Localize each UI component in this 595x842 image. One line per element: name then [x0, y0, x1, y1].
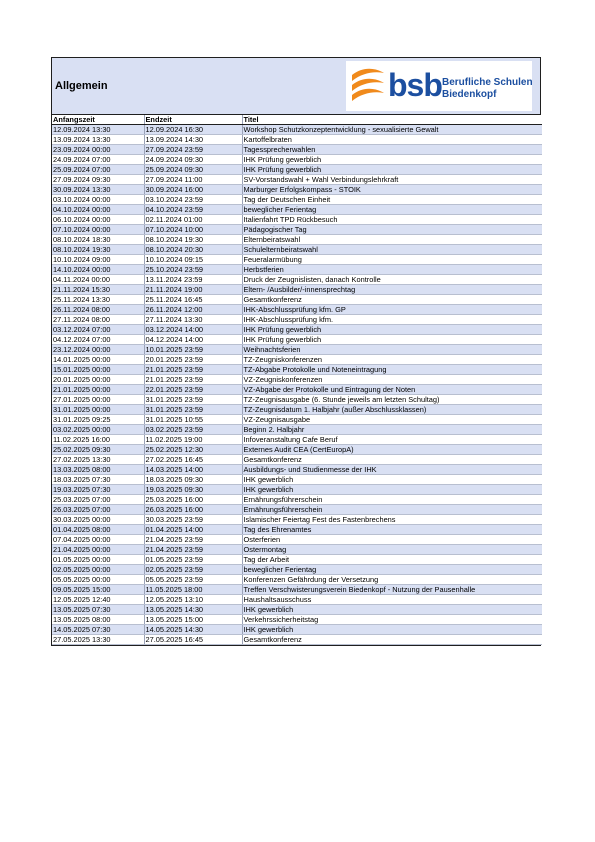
cell-start-time: 08.10.2024 19:30	[52, 245, 144, 255]
table-row	[52, 245, 542, 255]
table-row	[52, 235, 542, 245]
table-row	[52, 175, 542, 185]
cell-end-time: 05.05.2025 23:59	[144, 575, 242, 585]
logo-line-2: Biedenkopf	[442, 89, 497, 100]
page-title: Allgemein	[55, 80, 108, 92]
cell-title: VZ-Abgabe der Protokolle und Eintragung der Noten	[242, 385, 542, 395]
cell-title: Beginn 2. Halbjahr	[242, 425, 542, 435]
cell-title: VZ-Zeugnisausgabe	[242, 415, 542, 425]
cell-start-time: 30.03.2025 00:00	[52, 515, 144, 525]
cell-start-time: 14.05.2025 07:30	[52, 625, 144, 635]
cell-end-time: 03.12.2024 14:00	[144, 325, 242, 335]
table-row	[52, 185, 542, 195]
cell-title: IHK gewerblich	[242, 625, 542, 635]
cell-end-time: 25.11.2024 16:45	[144, 295, 242, 305]
cell-title: IHK Prüfung gewerblich	[242, 165, 542, 175]
cell-title: IHK Prüfung gewerblich	[242, 335, 542, 345]
cell-end-time: 31.01.2025 10:55	[144, 415, 242, 425]
table-row	[52, 615, 542, 625]
school-logo	[346, 61, 532, 111]
cell-title: Osterferien	[242, 535, 542, 545]
table-row	[52, 585, 542, 595]
table-body	[52, 125, 542, 645]
cell-end-time: 21.01.2025 23:59	[144, 365, 242, 375]
cell-start-time: 31.01.2025 09:25	[52, 415, 144, 425]
table-row	[52, 475, 542, 485]
table-row	[52, 385, 542, 395]
cell-title: TZ-Zeugnisdatum 1. Halbjahr (außer Abschlussklassen)	[242, 405, 542, 415]
cell-end-time: 14.03.2025 14:00	[144, 465, 242, 475]
cell-end-time: 13.11.2024 23:59	[144, 275, 242, 285]
table-row	[52, 315, 542, 325]
calendar-sheet	[51, 57, 541, 646]
cell-end-time: 12.09.2024 16:30	[144, 125, 242, 135]
cell-start-time: 07.04.2025 00:00	[52, 535, 144, 545]
table-row	[52, 275, 542, 285]
cell-title: Feueralarmübung	[242, 255, 542, 265]
cell-start-time: 14.01.2025 00:00	[52, 355, 144, 365]
cell-end-time: 03.02.2025 23:59	[144, 425, 242, 435]
cell-end-time: 21.11.2024 19:00	[144, 285, 242, 295]
cell-end-time: 02.05.2025 23:59	[144, 565, 242, 575]
table-row	[52, 625, 542, 635]
cell-title: Druck der Zeugnislisten, danach Kontrolle	[242, 275, 542, 285]
cell-title: Italienfahrt TPD Rückbesuch	[242, 215, 542, 225]
cell-title: IHK gewerblich	[242, 475, 542, 485]
cell-start-time: 24.09.2024 07:00	[52, 155, 144, 165]
column-header-start: Anfangszeit	[52, 115, 144, 125]
cell-start-time: 01.05.2025 00:00	[52, 555, 144, 565]
cell-title: IHK-Abschlussprüfung kfm. GP	[242, 305, 542, 315]
cell-end-time: 30.03.2025 23:59	[144, 515, 242, 525]
cell-title: beweglicher Ferientag	[242, 565, 542, 575]
cell-end-time: 02.11.2024 01:00	[144, 215, 242, 225]
cell-end-time: 26.11.2024 12:00	[144, 305, 242, 315]
cell-start-time: 25.11.2024 13:30	[52, 295, 144, 305]
cell-title: Tag der Deutschen Einheit	[242, 195, 542, 205]
cell-title: IHK-Abschlussprüfung kfm.	[242, 315, 542, 325]
cell-end-time: 31.01.2025 23:59	[144, 405, 242, 415]
cell-end-time: 27.02.2025 16:45	[144, 455, 242, 465]
cell-end-time: 04.10.2024 23:59	[144, 205, 242, 215]
table-row	[52, 505, 542, 515]
cell-start-time: 25.03.2025 07:00	[52, 495, 144, 505]
cell-title: Gesamtkonferenz	[242, 295, 542, 305]
cell-title: TZ-Abgabe Protokolle und Noteneintragung	[242, 365, 542, 375]
table-row	[52, 215, 542, 225]
cell-start-time: 27.01.2025 00:00	[52, 395, 144, 405]
cell-title: Treffen Verschwisterungsverein Biedenkopf - Nutzung der Pausenhalle	[242, 585, 542, 595]
cell-start-time: 02.05.2025 00:00	[52, 565, 144, 575]
cell-title: Ostermontag	[242, 545, 542, 555]
cell-end-time: 24.09.2024 09:30	[144, 155, 242, 165]
table-row	[52, 205, 542, 215]
table-row	[52, 155, 542, 165]
cell-title: Konferenzen Gefährdung der Versetzung	[242, 575, 542, 585]
cell-title: Marburger Erfolgskompass - STOIK	[242, 185, 542, 195]
cell-start-time: 27.09.2024 09:30	[52, 175, 144, 185]
cell-title: Ernährungsführerschein	[242, 505, 542, 515]
cell-end-time: 27.05.2025 16:45	[144, 635, 242, 645]
cell-title: Infoveranstaltung Cafe Beruf	[242, 435, 542, 445]
cell-start-time: 07.10.2024 00:00	[52, 225, 144, 235]
cell-end-time: 21.01.2025 23:59	[144, 375, 242, 385]
cell-title: Tag des Ehrenamtes	[242, 525, 542, 535]
cell-end-time: 20.01.2025 23:59	[144, 355, 242, 365]
cell-end-time: 13.05.2025 15:00	[144, 615, 242, 625]
cell-start-time: 20.01.2025 00:00	[52, 375, 144, 385]
cell-start-time: 19.03.2025 07:30	[52, 485, 144, 495]
cell-title: Islamischer Feiertag Fest des Fastenbrechens	[242, 515, 542, 525]
table-row	[52, 325, 542, 335]
cell-end-time: 22.01.2025 23:59	[144, 385, 242, 395]
cell-start-time: 09.05.2025 15:00	[52, 585, 144, 595]
cell-end-time: 21.04.2025 23:59	[144, 545, 242, 555]
cell-title: Gesamtkonferenz	[242, 635, 542, 645]
cell-end-time: 19.03.2025 09:30	[144, 485, 242, 495]
cell-title: Pädagogischer Tag	[242, 225, 542, 235]
logo-short: bsb	[388, 67, 442, 103]
cell-title: Gesamtkonferenz	[242, 455, 542, 465]
cell-title: Herbstferien	[242, 265, 542, 275]
table-row	[52, 405, 542, 415]
table-row	[52, 555, 542, 565]
cell-end-time: 13.05.2025 14:30	[144, 605, 242, 615]
cell-title: IHK gewerblich	[242, 605, 542, 615]
cell-title: Ausbildungs- und Studienmesse der IHK	[242, 465, 542, 475]
column-header-end: Endzeit	[144, 115, 242, 125]
cell-end-time: 14.05.2025 14:30	[144, 625, 242, 635]
cell-title: Workshop Schutzkonzeptentwicklung - sexualisierte Gewalt	[242, 125, 542, 135]
cell-start-time: 03.02.2025 00:00	[52, 425, 144, 435]
cell-end-time: 01.04.2025 14:00	[144, 525, 242, 535]
cell-title: beweglicher Ferientag	[242, 205, 542, 215]
cell-end-time: 18.03.2025 09:30	[144, 475, 242, 485]
cell-end-time: 25.02.2025 12:30	[144, 445, 242, 455]
cell-start-time: 11.02.2025 16:00	[52, 435, 144, 445]
table-row	[52, 165, 542, 175]
cell-title: IHK gewerblich	[242, 485, 542, 495]
cell-end-time: 13.09.2024 14:30	[144, 135, 242, 145]
cell-title: Schulelternbeiratswahl	[242, 245, 542, 255]
cell-start-time: 31.01.2025 00:00	[52, 405, 144, 415]
table-row	[52, 595, 542, 605]
table-row	[52, 495, 542, 505]
cell-start-time: 13.05.2025 08:00	[52, 615, 144, 625]
cell-start-time: 03.10.2024 00:00	[52, 195, 144, 205]
cell-start-time: 27.02.2025 13:30	[52, 455, 144, 465]
cell-start-time: 13.05.2025 07:30	[52, 605, 144, 615]
cell-end-time: 08.10.2024 20:30	[144, 245, 242, 255]
cell-start-time: 18.03.2025 07:30	[52, 475, 144, 485]
cell-end-time: 26.03.2025 16:00	[144, 505, 242, 515]
cell-title: Weihnachtsferien	[242, 345, 542, 355]
table-row	[52, 365, 542, 375]
cell-title: VZ-Zeugniskonferenzen	[242, 375, 542, 385]
cell-start-time: 26.11.2024 08:00	[52, 305, 144, 315]
cell-end-time: 08.10.2024 19:30	[144, 235, 242, 245]
cell-start-time: 01.04.2025 08:00	[52, 525, 144, 535]
cell-start-time: 25.09.2024 07:00	[52, 165, 144, 175]
cell-start-time: 08.10.2024 18:30	[52, 235, 144, 245]
table-row	[52, 445, 542, 455]
table-row	[52, 285, 542, 295]
cell-start-time: 23.12.2024 00:00	[52, 345, 144, 355]
cell-start-time: 15.01.2025 00:00	[52, 365, 144, 375]
table-row	[52, 605, 542, 615]
table-row	[52, 355, 542, 365]
cell-end-time: 25.03.2025 16:00	[144, 495, 242, 505]
cell-end-time: 25.09.2024 09:30	[144, 165, 242, 175]
cell-end-time: 10.10.2024 09:15	[144, 255, 242, 265]
table-row	[52, 545, 542, 555]
cell-title: Eltern- /Ausbilder/-innensprechtag	[242, 285, 542, 295]
cell-end-time: 31.01.2025 23:59	[144, 395, 242, 405]
cell-title: Kartoffelbraten	[242, 135, 542, 145]
logo-swoosh-icon	[348, 61, 388, 111]
cell-title: IHK Prüfung gewerblich	[242, 325, 542, 335]
cell-end-time: 04.12.2024 14:00	[144, 335, 242, 345]
table-row	[52, 375, 542, 385]
cell-title: Haushaltsausschuss	[242, 595, 542, 605]
table-row	[52, 455, 542, 465]
cell-start-time: 03.12.2024 07:00	[52, 325, 144, 335]
cell-start-time: 21.01.2025 00:00	[52, 385, 144, 395]
cell-end-time: 27.09.2024 23:59	[144, 145, 242, 155]
cell-title: Tagessprecherwahlen	[242, 145, 542, 155]
cell-end-time: 12.05.2025 13:10	[144, 595, 242, 605]
table-row	[52, 395, 542, 405]
cell-start-time: 21.11.2024 15:30	[52, 285, 144, 295]
table-header-row	[52, 115, 542, 125]
table-row	[52, 345, 542, 355]
cell-title: SV-Vorstandswahl + Wahl Verbindungslehrkraft	[242, 175, 542, 185]
table-row	[52, 305, 542, 315]
cell-end-time: 07.10.2024 10:00	[144, 225, 242, 235]
cell-start-time: 27.05.2025 13:30	[52, 635, 144, 645]
table-row	[52, 225, 542, 235]
cell-start-time: 04.11.2024 00:00	[52, 275, 144, 285]
table-row	[52, 125, 542, 135]
cell-start-time: 30.09.2024 13:30	[52, 185, 144, 195]
table-row	[52, 435, 542, 445]
table-row	[52, 265, 542, 275]
table-row	[52, 465, 542, 475]
cell-start-time: 10.10.2024 09:00	[52, 255, 144, 265]
cell-start-time: 04.10.2024 00:00	[52, 205, 144, 215]
cell-title: IHK Prüfung gewerblich	[242, 155, 542, 165]
sheet-header	[52, 58, 540, 115]
table-row	[52, 145, 542, 155]
table-row	[52, 415, 542, 425]
cell-title: Tag der Arbeit	[242, 555, 542, 565]
cell-start-time: 12.09.2024 13:30	[52, 125, 144, 135]
table-row	[52, 535, 542, 545]
cell-start-time: 13.03.2025 08:00	[52, 465, 144, 475]
table-row	[52, 635, 542, 645]
cell-title: TZ-Zeugnisausgabe (6. Stunde jeweils am letzten Schultag)	[242, 395, 542, 405]
cell-start-time: 25.02.2025 09:30	[52, 445, 144, 455]
cell-end-time: 21.04.2025 23:59	[144, 535, 242, 545]
table-row	[52, 295, 542, 305]
table-row	[52, 565, 542, 575]
table-row	[52, 515, 542, 525]
cell-end-time: 25.10.2024 23:59	[144, 265, 242, 275]
cell-end-time: 01.05.2025 23:59	[144, 555, 242, 565]
table-row	[52, 135, 542, 145]
cell-title: TZ-Zeugniskonferenzen	[242, 355, 542, 365]
cell-start-time: 23.09.2024 00:00	[52, 145, 144, 155]
column-header-title: Titel	[242, 115, 542, 125]
cell-start-time: 13.09.2024 13:30	[52, 135, 144, 145]
cell-end-time: 03.10.2024 23:59	[144, 195, 242, 205]
table-row	[52, 525, 542, 535]
table-row	[52, 255, 542, 265]
cell-start-time: 06.10.2024 00:00	[52, 215, 144, 225]
cell-start-time: 21.04.2025 00:00	[52, 545, 144, 555]
table-row	[52, 575, 542, 585]
cell-title: Ernährungsführerschein	[242, 495, 542, 505]
appointments-table	[52, 115, 542, 645]
cell-end-time: 10.01.2025 23:59	[144, 345, 242, 355]
cell-start-time: 12.05.2025 12:40	[52, 595, 144, 605]
table-row	[52, 195, 542, 205]
logo-line-1: Berufliche Schulen	[442, 77, 533, 88]
table-row	[52, 335, 542, 345]
cell-start-time: 14.10.2024 00:00	[52, 265, 144, 275]
cell-end-time: 30.09.2024 16:00	[144, 185, 242, 195]
cell-end-time: 27.09.2024 11:00	[144, 175, 242, 185]
cell-start-time: 04.12.2024 07:00	[52, 335, 144, 345]
cell-end-time: 27.11.2024 13:30	[144, 315, 242, 325]
cell-start-time: 26.03.2025 07:00	[52, 505, 144, 515]
cell-end-time: 11.05.2025 18:00	[144, 585, 242, 595]
cell-end-time: 11.02.2025 19:00	[144, 435, 242, 445]
table-row	[52, 485, 542, 495]
cell-title: Verkehrssicherheitstag	[242, 615, 542, 625]
table-row	[52, 425, 542, 435]
cell-start-time: 27.11.2024 08:00	[52, 315, 144, 325]
cell-title: Externes Audit CEA (CertEuropA)	[242, 445, 542, 455]
cell-start-time: 05.05.2025 00:00	[52, 575, 144, 585]
cell-title: Elternbeiratswahl	[242, 235, 542, 245]
